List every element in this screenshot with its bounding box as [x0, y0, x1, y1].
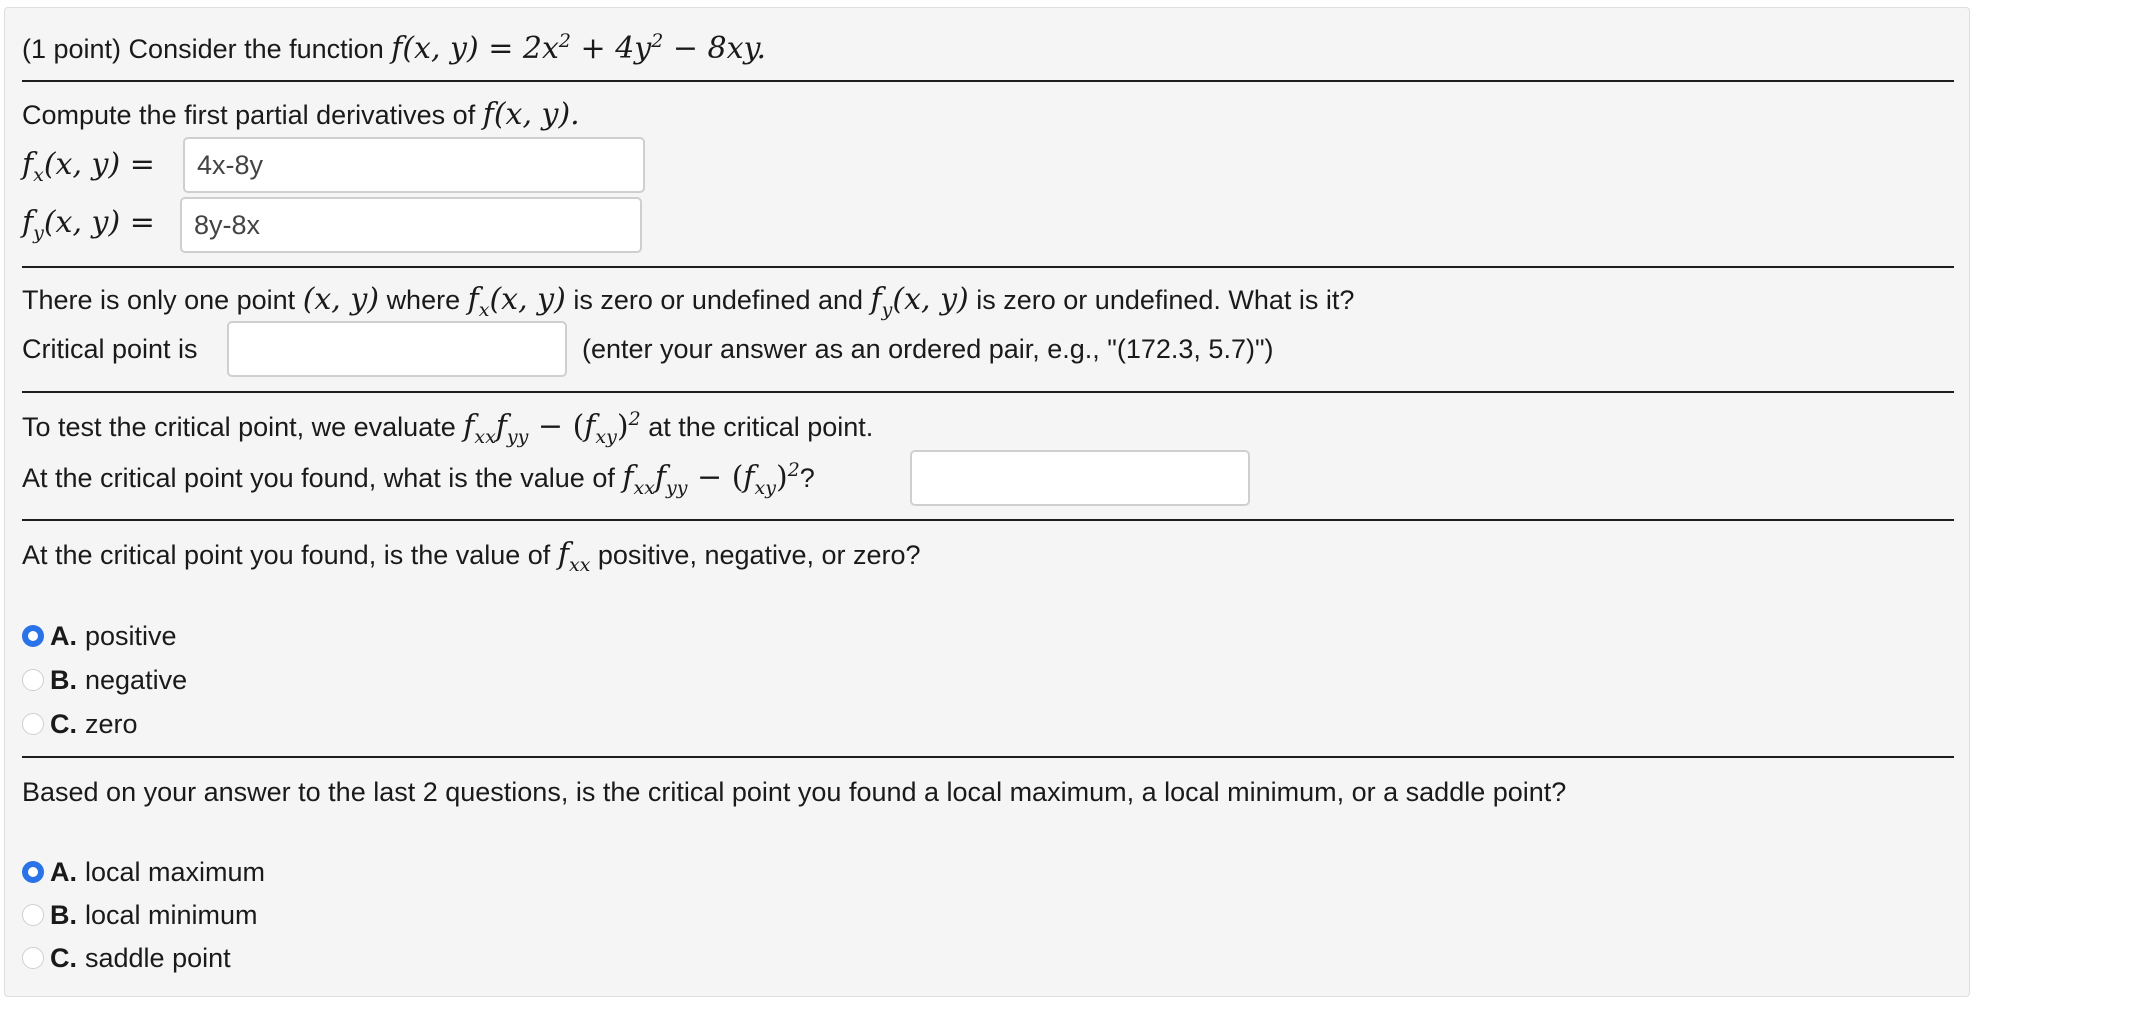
fx-label: $f_x(x$, y) = [22, 147, 155, 186]
fx-answer-input[interactable] [183, 137, 645, 193]
discriminant-question: At the critical point you found, what is the value of $f_{xx}f_{yy} - (f_{xy})^2$? [22, 459, 815, 499]
divider [22, 756, 1954, 758]
fy-answer-input[interactable] [180, 197, 642, 253]
partials-intro: Compute the first partial derivatives of f(x, y). [22, 97, 580, 132]
radio-button[interactable] [22, 904, 44, 926]
divider [22, 80, 1954, 82]
fxx-option-b[interactable]: B. negative [22, 663, 187, 697]
divider [22, 519, 1954, 521]
radio-button[interactable] [22, 947, 44, 969]
divider [22, 266, 1954, 268]
classification-question: Based on your answer to the last 2 questions, is the critical point you found a local maximum, a local minimum, or a saddle point? [22, 777, 1567, 807]
fxx-option-a[interactable]: A. positive [22, 619, 177, 653]
classification-option-b[interactable]: B. local minimum [22, 898, 258, 932]
problem-prefix: (1 point) Consider the function [22, 34, 384, 64]
radio-button[interactable] [22, 625, 44, 647]
radio-button[interactable] [22, 669, 44, 691]
classification-option-a[interactable]: A. local maximum [22, 855, 265, 889]
problem-statement [22, 32, 766, 66]
fxx-sign-question: At the critical point you found, is the value of $f_{xx}$ positive, negative, or zero? [22, 537, 921, 576]
discriminant-input[interactable] [910, 450, 1250, 506]
fxx-option-c[interactable]: C. zero [22, 707, 138, 741]
radio-button[interactable] [22, 861, 44, 883]
function-definition: f(x, $y) = 2x^2 + 4y^2 - 8xy$. [391, 30, 767, 66]
radio-button[interactable] [22, 713, 44, 735]
critical-point-hint: (enter your answer as an ordered pair, e.g., "(172.3, 5.7)") [582, 334, 1274, 364]
divider [22, 391, 1954, 393]
second-derivative-test-intro: To test the critical point, we evaluate $f_{xx}f_{yy} - (f_{xy})^2$ at the critical point. [22, 408, 874, 448]
classification-option-c[interactable]: C. saddle point [22, 941, 231, 975]
fy-label: $f_y(x$, y) = [22, 205, 155, 244]
critical-point-label: Critical point is [22, 334, 198, 364]
critical-point-question: There is only one point (x, y) where $f_x(x$, y) is zero or undefined and $f_y(x$, y) is zero or undefined. What is it? [22, 282, 1355, 321]
critical-point-input[interactable] [227, 321, 567, 377]
